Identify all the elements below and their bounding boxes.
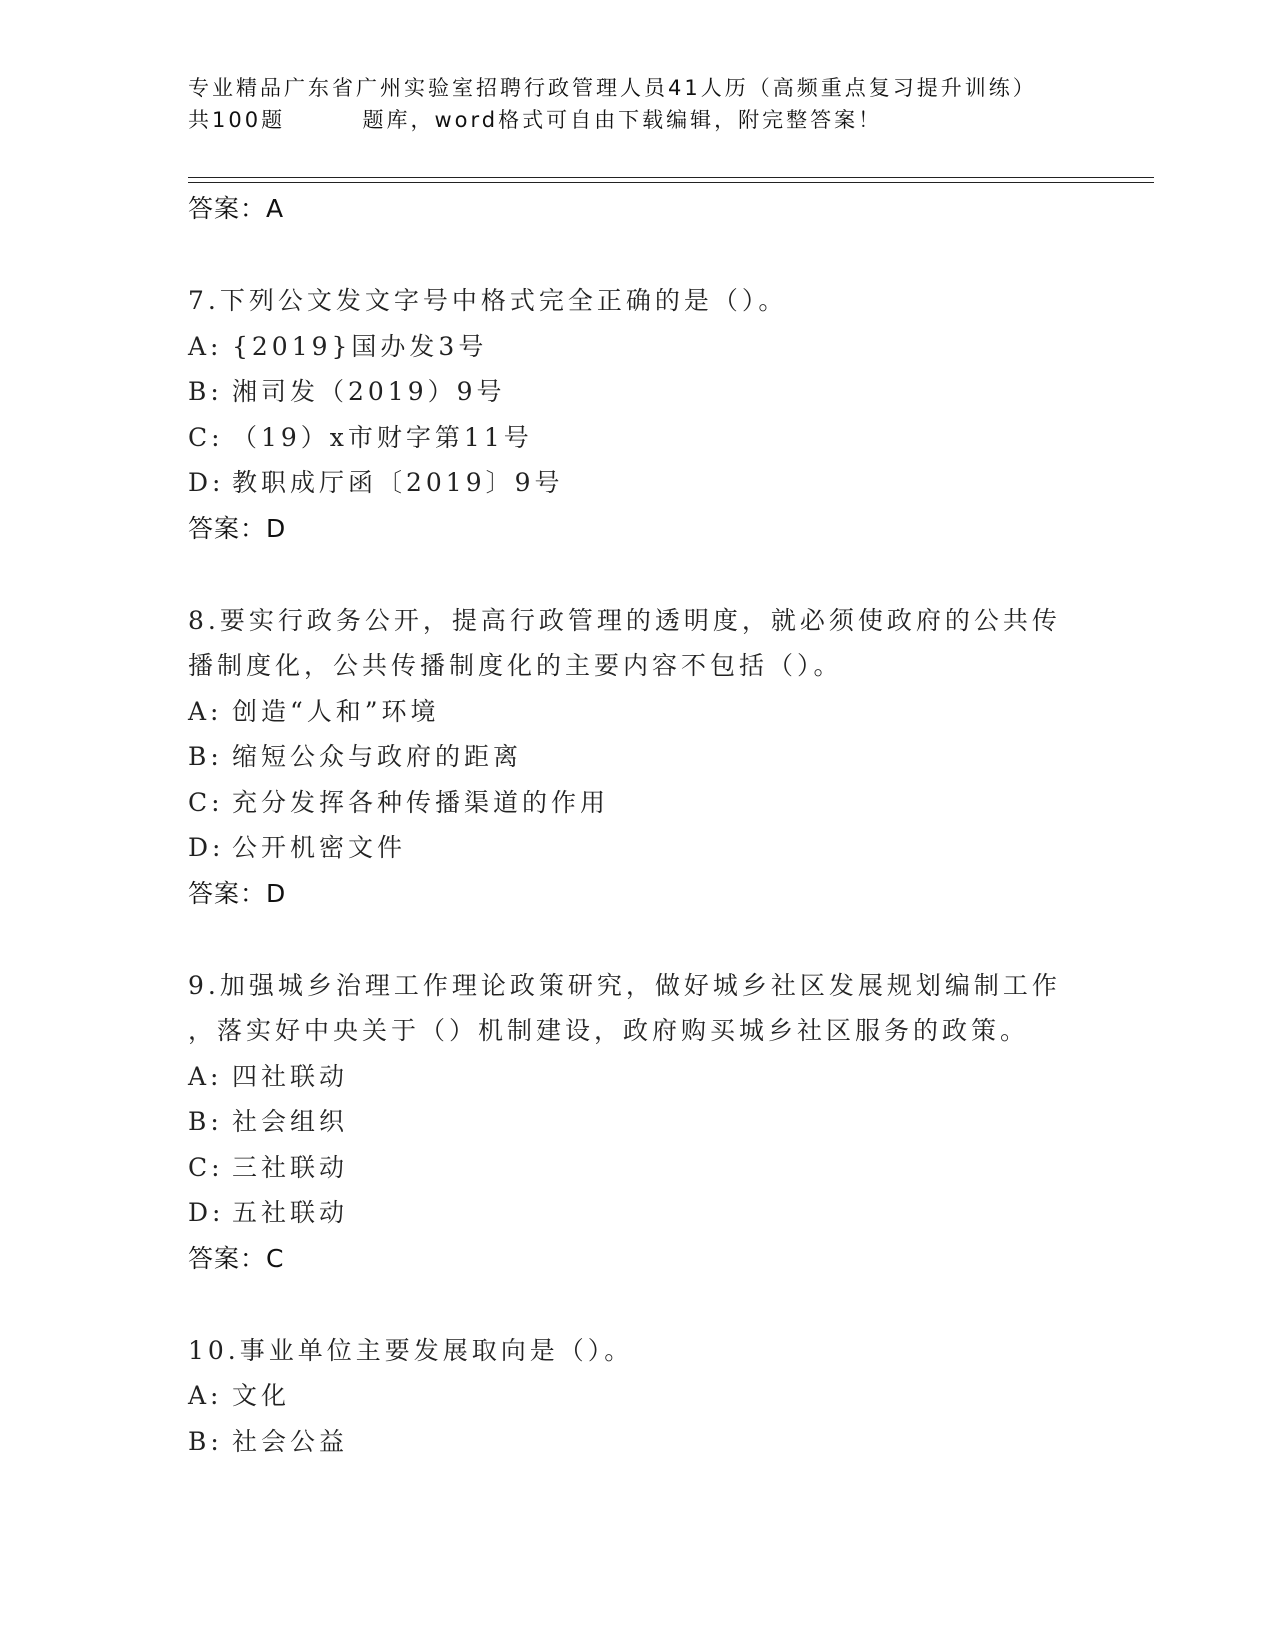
option-letter: B: [188, 377, 223, 406]
document-body [188, 186, 1088, 1464]
option-c [188, 1145, 1088, 1191]
question-text-line-1: 9.加强城乡治理工作理论政策研究，做好城乡社区发展规划编制工作 [188, 970, 1061, 1000]
option-letter: A: [188, 331, 223, 361]
header-rule-bottom [188, 182, 1154, 183]
option-letter: B: [188, 1426, 223, 1456]
option-text: 四社联动 [232, 1061, 349, 1091]
option-text: 缩短公众与政府的距离 [232, 742, 523, 771]
option-a [188, 1054, 1088, 1100]
header-line-1: 专业精品广东省广州实验室招聘行政管理人员41人历（高频重点复习提升训练） [188, 76, 1037, 100]
option-letter: D: [188, 468, 225, 497]
option-text: 充分发挥各种传播渠道的作用 [232, 787, 610, 817]
answer-prev: 答案：A [188, 194, 285, 223]
page-header [188, 72, 1068, 136]
option-text: 五社联动 [232, 1198, 349, 1227]
answer-7: 答案：D [188, 513, 287, 543]
question-text-line-2: ，落实好中央关于（）机制建设，政府购买城乡社区服务的政策。 [188, 1016, 1030, 1045]
spacer [188, 1282, 1088, 1328]
question-8 [188, 598, 1088, 917]
question-text-line-2: 播制度化，公共传播制度化的主要内容不包括（）。 [188, 651, 843, 680]
question-10 [188, 1328, 1088, 1465]
question-text: 10.事业单位主要发展取向是（）。 [188, 1335, 634, 1365]
option-b [188, 734, 1088, 780]
option-text: （19）x市财字第11号 [232, 422, 533, 452]
option-text: 教职成厅函〔2019〕9号 [232, 468, 564, 497]
spacer [188, 552, 1088, 598]
option-text: 文化 [232, 1381, 291, 1410]
option-letter: A: [188, 696, 223, 726]
option-d [188, 460, 1088, 506]
option-b [188, 1419, 1088, 1465]
option-text: 社会公益 [232, 1426, 349, 1456]
question-text-line-1: 8.要实行政务公开，提高行政管理的透明度，就必须使政府的公共传 [188, 605, 1061, 635]
answer-8: 答案：D [188, 878, 287, 908]
option-c [188, 415, 1088, 461]
option-a [188, 1373, 1088, 1419]
option-letter: A: [188, 1061, 223, 1091]
question-7 [188, 278, 1088, 552]
option-b [188, 369, 1088, 415]
spacer [188, 232, 1088, 278]
option-text: 社会组织 [232, 1107, 349, 1136]
option-letter: D: [188, 833, 225, 862]
option-text: {2019}国办发3号 [232, 331, 488, 361]
option-a [188, 324, 1088, 370]
option-letter: C: [188, 422, 224, 452]
option-text: 三社联动 [232, 1152, 349, 1182]
header-line-2: 共100题 题库，word格式可自由下载编辑，附完整答案！ [188, 108, 883, 132]
option-d [188, 825, 1088, 871]
option-a [188, 689, 1088, 735]
option-letter: A: [188, 1381, 223, 1410]
option-letter: B: [188, 742, 223, 771]
option-letter: D: [188, 1198, 225, 1227]
option-c [188, 780, 1088, 826]
option-text: 创造“人和”环境 [232, 696, 440, 726]
answer-9: 答案：C [188, 1243, 285, 1273]
question-text: 7.下列公文发文字号中格式完全正确的是（）。 [188, 286, 788, 315]
option-b [188, 1099, 1088, 1145]
question-9 [188, 963, 1088, 1282]
option-text: 公开机密文件 [232, 833, 407, 862]
option-letter: C: [188, 1152, 224, 1182]
option-d [188, 1190, 1088, 1236]
header-rule-top [188, 177, 1154, 178]
option-letter: B: [188, 1107, 223, 1136]
spacer [188, 917, 1088, 963]
option-text: 湘司发（2019）9号 [232, 377, 506, 406]
option-letter: C: [188, 787, 224, 817]
